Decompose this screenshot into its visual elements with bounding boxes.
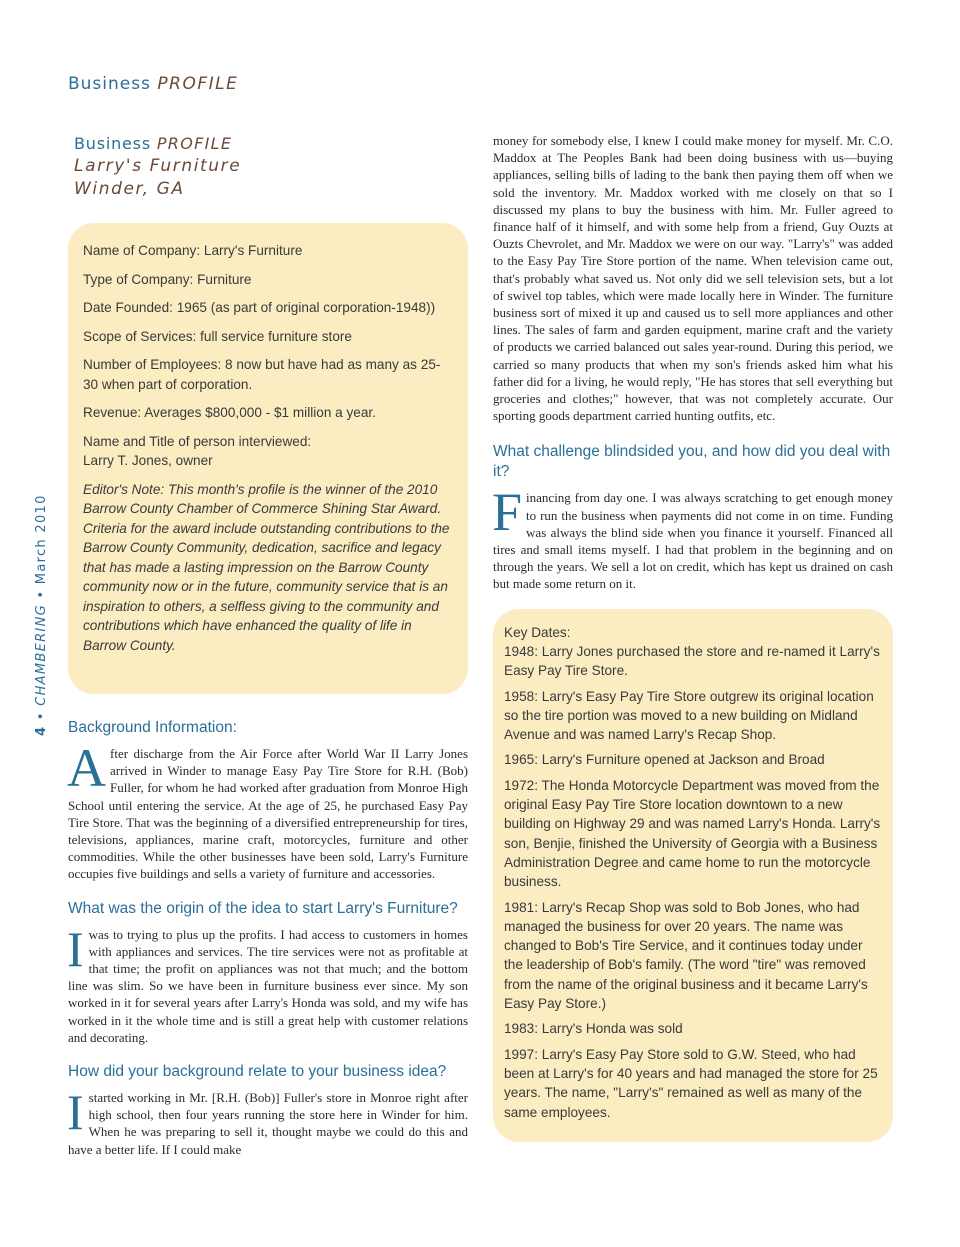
key-dates-box (493, 609, 893, 1142)
running-header (68, 74, 238, 94)
key-date-item: 1958: Larry's Easy Pay Tire Store outgrew its original location so the tire portion was moved to a new building on Midland Avenue and was named Larry's Recap Shop. (504, 688, 874, 743)
relate-dropcap: I (67, 1084, 84, 1141)
challenge-text (492, 482, 893, 592)
key-date-item: 1972: The Honda Motorcycle Department was moved from the original Easy Pay Tire Store location downtown to a new building on Highway 29 and was named Larry's Honda. Larry's son, Benjie, finished the University of Georgia with a Business Administration Degree and came home to run the motorcycle business. (504, 777, 881, 890)
origin-body: was to trying to plus up the profits. I had access to customers in homes with appliances and services. The tire services were not as profitable at that time; the profit on appliances was not that much; and the bottom line was slim. So we have been in furniture business ever since. My son worked in it for several years after Larry's Honda was sold, and my wife has worked in it the whole time and is still a great help with customer relations and decorating. (68, 926, 468, 1045)
left-column (68, 132, 468, 1174)
origin-heading: What was the origin of the idea to start Larry's Furniture? (68, 899, 458, 917)
key-date-item: 1981: Larry's Recap Shop was sold to Bob Jones, who had managed the business for over 20 years. The name was changed to Bob's Tire Service, and it continues today under the leadership of Bob's family. (The word "tire" was removed from the name of the original business and it became Larry's Easy Pay Store.) (504, 899, 868, 1012)
key-dates-label: Key Dates: (504, 624, 571, 640)
section-challenge (493, 442, 893, 592)
relate-body: started working in Mr. [R.H. (Bob)] Fuller's store in Monroe right after high school, then four years running the store here in Winder for him. When he was preparing to sell it, thought maybe we could do this and have a better life. If I could make (68, 1090, 468, 1157)
fact-revenue: Revenue: Averages $800,000 - $1 million a year. (83, 405, 376, 420)
challenge-dropcap: F (492, 482, 523, 543)
company-facts-box (68, 223, 468, 694)
key-date-item: 1983: Larry's Honda was sold (504, 1021, 683, 1037)
profile-label-main: Business (74, 134, 151, 153)
background-heading: Background Information: (68, 719, 237, 736)
fact-company: Name of Company: Larry's Furniture (83, 243, 303, 258)
publication-name: CHAMBERING (34, 604, 49, 706)
fact-employees: Number of Employees: 8 now but have had as many as 25-30 when part of corporation. (83, 357, 441, 392)
key-date-item: 1948: Larry Jones purchased the store and re-named it Larry's Easy Pay Tire Store. (504, 643, 880, 679)
separator-2: • (34, 589, 49, 599)
fact-interviewee (83, 432, 450, 471)
key-date-item: 1965: Larry's Furniture opened at Jackson and Broad (504, 752, 825, 768)
profile-location: Winder, GA (74, 179, 185, 199)
challenge-heading: What challenge blindsided you, and how did you deal with it? (493, 443, 891, 481)
key-date-item: 1997: Larry's Easy Pay Store sold to G.W. Steed, who had been at Larry's for 40 years and had managed the store for 25 years. The name, "Larry's" remained as well as many of the same employees. (504, 1046, 878, 1120)
profile-label (74, 132, 468, 155)
relate-text (67, 1084, 468, 1158)
page-number: 4 (34, 725, 49, 736)
profile-company: Larry's Furniture (74, 156, 242, 176)
section-origin (68, 899, 468, 1046)
fact-founded: Date Founded: 1965 (as part of original corporation-1948)) (83, 300, 436, 315)
origin-dropcap: I (67, 920, 84, 977)
fact-interviewee-label: Name and Title of person interviewed: (83, 433, 312, 449)
relate-continued-text: money for somebody else, I knew I could make money for myself. Mr. C.O. Maddox at The Peoples Bank had been doing business with us—buying appliances, selling bills of lading to the bank then paying them off when we sold the inventory. Mr. Maddox worked with me closely on that so I discussed my plans to buy the business with him. Mr. Fuller agreed to finance half of it himself, and with some help from a friend, Guy Ouzts at Ouzts Chevrolet, and Mr. Maddox we were on our way. "Larry's" was added to the Easy Pay Tire Store portion of the name. When television came out, that's probably what saved us. Not only did we sell television sets, but a lot of swivel top tables, which were made locally here in Winder. The furniture business sort of mixed it up and caused us to sell more appliances and other lines. The sales of farm and garden equipment, marine craft and the variety of products we carried balanced out sales year-round. During this period, we carried so many products that when my son's friends asked him what his father did for a living, he would reply, "He has stores that sell everything but groceries and clothes;" however, that was not completely accurate. Our sporting goods department carried hunting outfits, etc. (493, 133, 893, 424)
editors-note: Editor's Note: This month's profile is the winner of the 2010 Barrow County Chamber of Commerce Shining Star Award. Criteria for the award include outstanding contributions to the Barrow County Community, dedication, sacrifice and legacy that has made a lasting impression on the Barrow County community now or in the future, community service that is an inspiration to others, a selfless giving to the community and contributions which have enhanced the quality of life in Barrow County. (83, 481, 450, 653)
profile-label-em: PROFILE (156, 134, 233, 153)
side-running-footer (34, 494, 49, 736)
separator-1: • (34, 711, 49, 721)
issue-date: March 2010 (34, 494, 49, 585)
section-relate (68, 1062, 468, 1158)
running-header-em: PROFILE (157, 74, 239, 94)
profile-heading (74, 132, 468, 201)
fact-type: Type of Company: Furniture (83, 271, 252, 287)
right-column (493, 132, 893, 1142)
relate-heading: How did your background relate to your business idea? (68, 1063, 447, 1081)
fact-scope: Scope of Services: full service furniture store (83, 328, 352, 344)
fact-interviewee-name: Larry T. Jones, owner (83, 453, 213, 468)
origin-text (67, 920, 468, 1046)
challenge-body: inancing from day one. I was always scratching to get enough money to run the business when payments did not come in on time. Funding was always the blind side when you finance it yourself. Financed all tires and small items myself. I had that problem in the beginning and on through the years. We sell a lot on credit, which has kept us drained on cash but made some return on it. (493, 490, 893, 592)
running-header-main: Business (68, 74, 151, 94)
background-body: fter discharge from the Air Force after World War II Larry Jones arrived in Winder to manage Easy Pay Tire Store for R.H. (Bob) Fuller, for whom he had worked after graduation from Monroe High School until entering the service. At the age of 25, he purchased Easy Pay Tire Store. That was the beginning of a diversified entrepreneurship for tires, televisions, appliances, marine craft, motorcycles, furniture and other commodities. While the other businesses have been sold, Larry's Furniture occupies five buildings and sells a variety of furniture and accessories. (68, 746, 468, 882)
section-background (68, 718, 468, 883)
background-text (67, 738, 468, 883)
background-dropcap: A (67, 738, 106, 798)
